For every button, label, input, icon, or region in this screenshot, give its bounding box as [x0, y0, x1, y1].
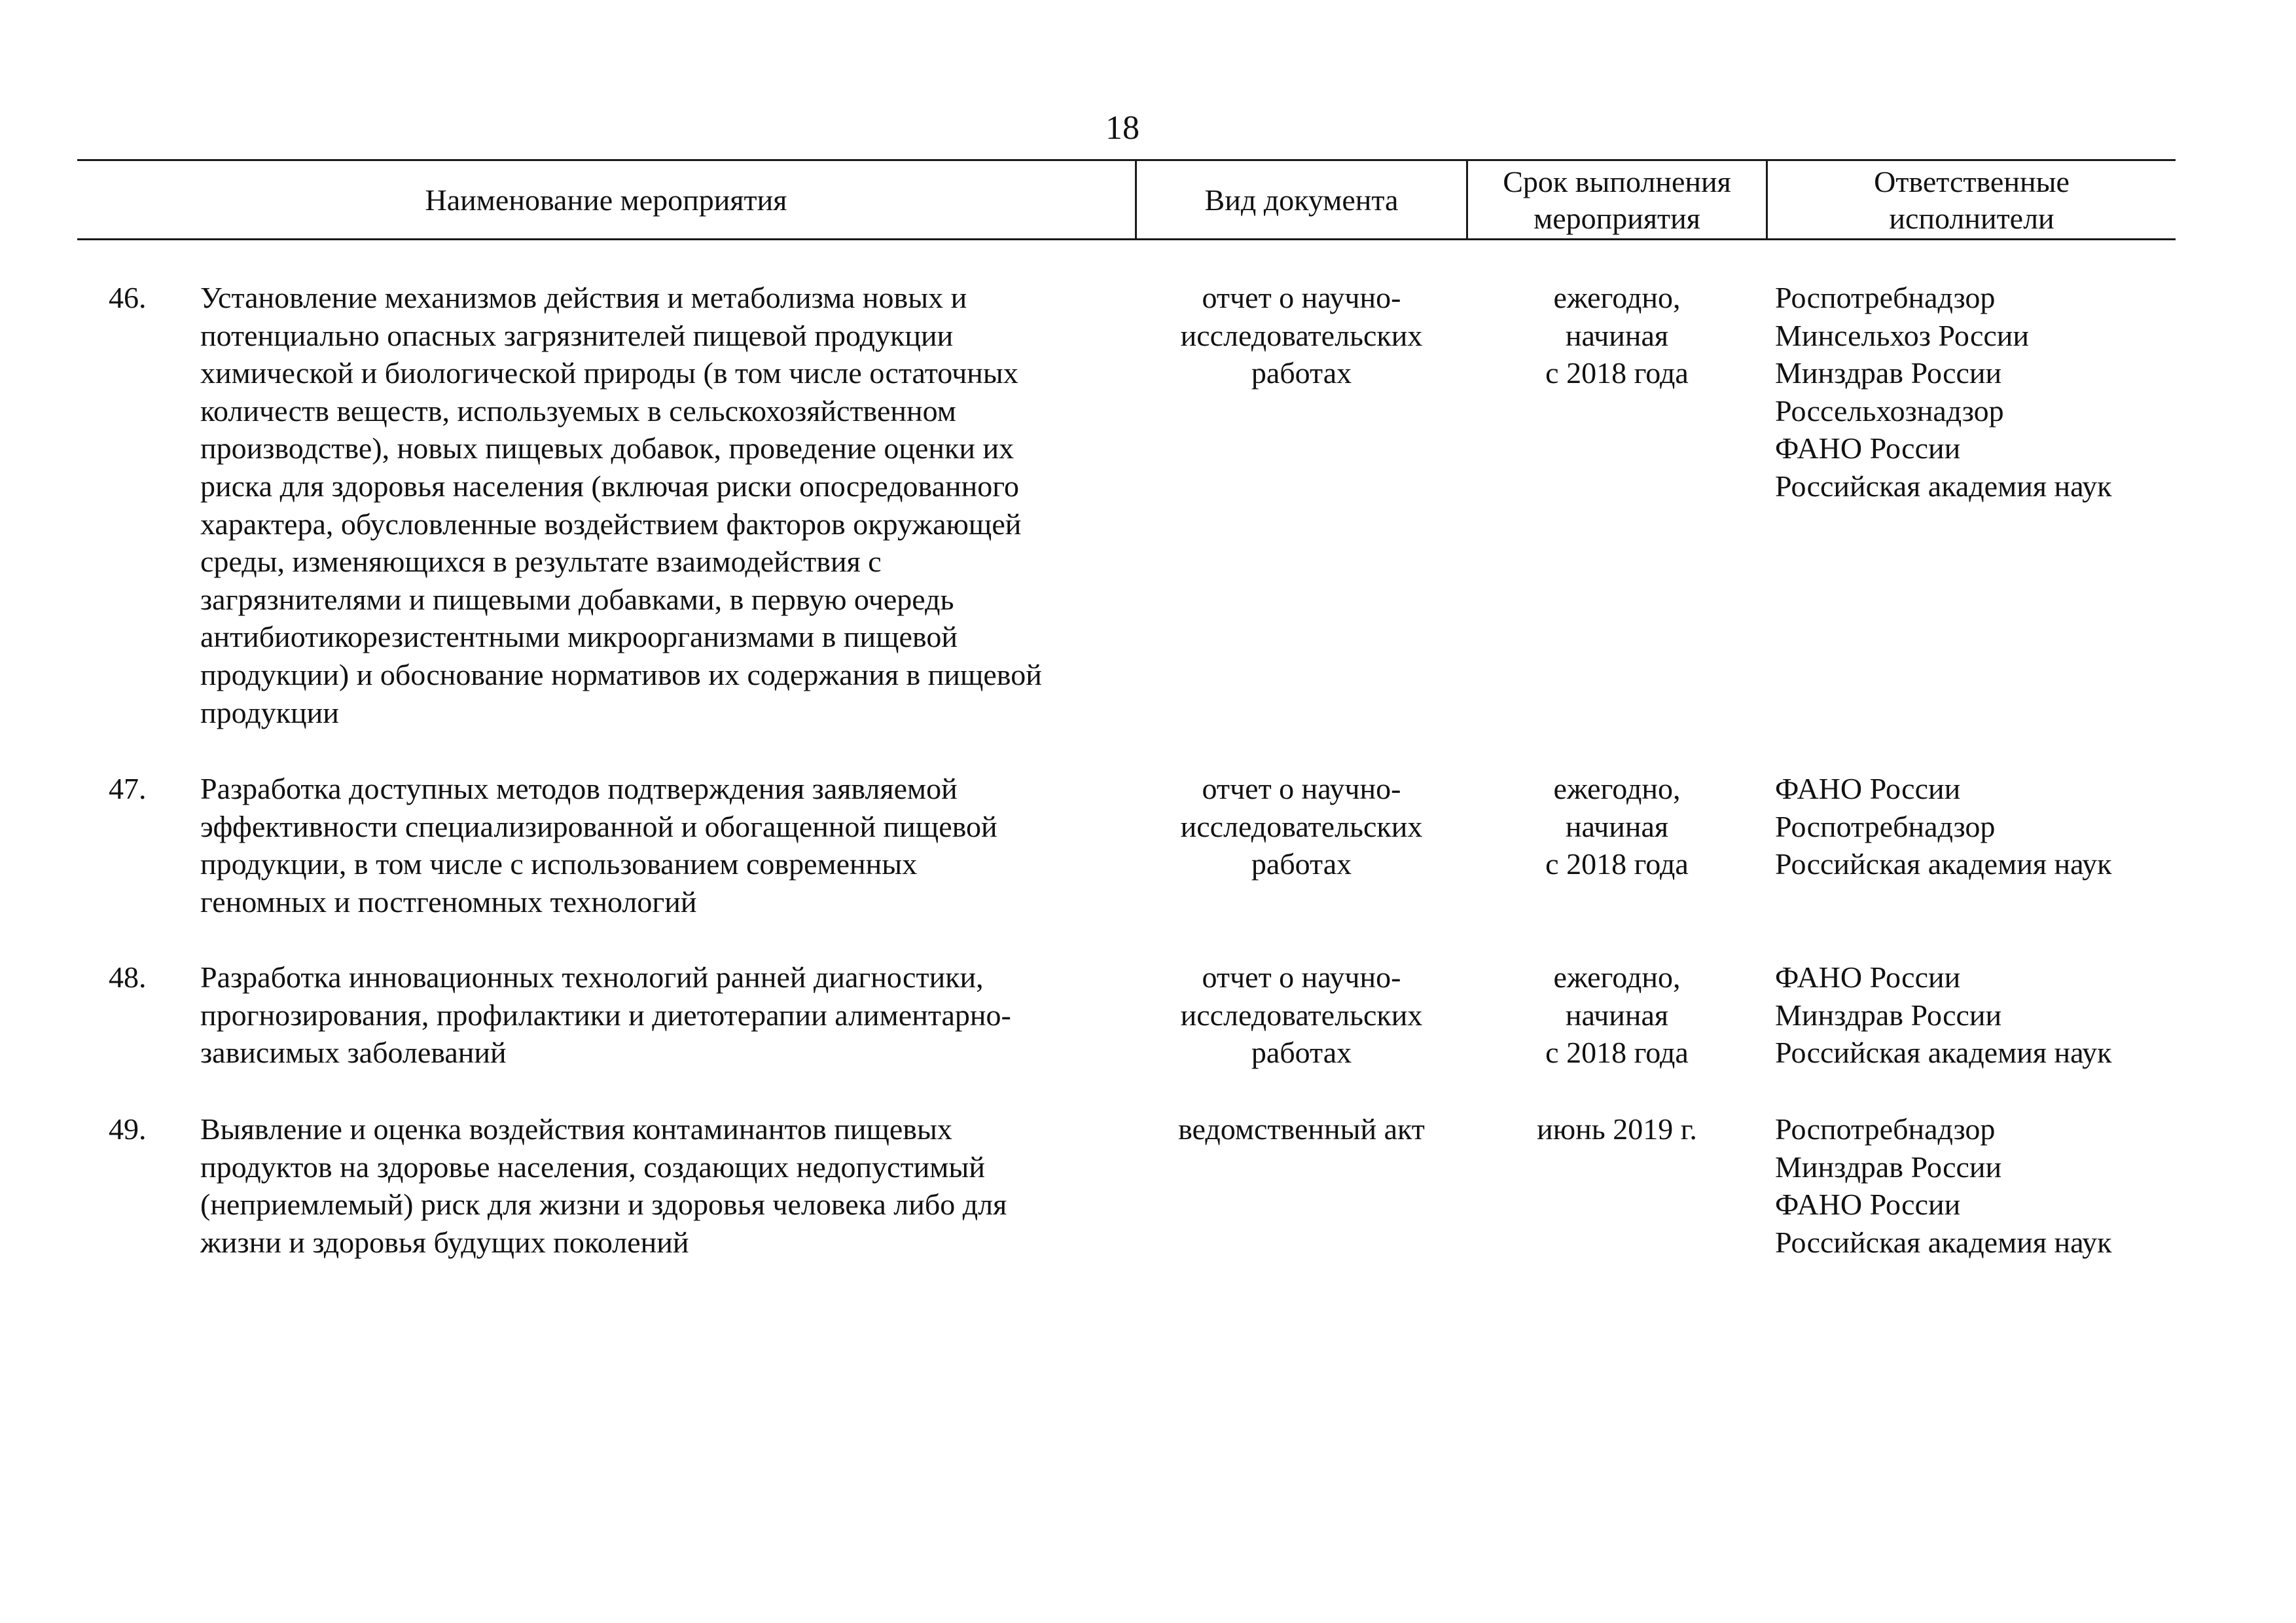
- row-name-line: потенциально опасных загрязнителей пищевой продукции: [200, 318, 954, 352]
- row-doc-type: [1137, 1110, 1466, 1148]
- responsible-entry: Роспотребнадзор: [1775, 281, 1996, 314]
- row-name-line: количеств веществ, используемых в сельскохозяйственном: [200, 393, 956, 428]
- row-name: [200, 770, 1221, 921]
- responsible-entry: ФАНО России: [1775, 960, 1961, 994]
- row-term-line: с 2018 года: [1545, 356, 1689, 390]
- row-term-line: начиная: [1565, 318, 1669, 352]
- header-responsible: Ответственные исполнители: [1874, 165, 2070, 235]
- row-term-line: с 2018 года: [1545, 1036, 1689, 1070]
- responsible-entry: Роспотребнадзор: [1775, 809, 1996, 843]
- row-name-line: производстве), новых пищевых добавок, проведение оценки их: [200, 431, 1014, 465]
- row-name-line: зависимых заболеваний: [200, 1036, 507, 1070]
- row-term-line: начиная: [1565, 809, 1669, 843]
- row-number: 46.: [109, 281, 147, 314]
- row-doc-line: работах: [1251, 1036, 1352, 1070]
- row-term: [1468, 279, 1766, 392]
- row-name-line: продукции) и обоснование нормативов их содержания в пищевой: [200, 657, 1042, 691]
- row-name-line: химической и биологической природы (в том числе остаточных: [200, 356, 1018, 390]
- page-number: 18: [1105, 109, 1139, 147]
- row-term-line: начиная: [1565, 998, 1669, 1032]
- row-doc-line: отчет о научно-: [1202, 960, 1401, 994]
- table-header-top-rule: [77, 159, 2176, 161]
- responsible-entry: Российская академия наук: [1775, 847, 2112, 881]
- row-doc-line: исследовательских: [1180, 318, 1423, 352]
- row-term-line: ежегодно,: [1553, 772, 1681, 805]
- header-term: Срок выполнения мероприятия: [1503, 165, 1731, 235]
- row-responsible: [1775, 770, 2194, 883]
- responsible-entry: Российская академия наук: [1775, 1036, 2112, 1070]
- row-name-line: продуктов на здоровье населения, создающих недопустимый: [200, 1150, 985, 1184]
- responsible-entry: Минздрав России: [1775, 356, 2002, 390]
- row-name-line: геномных и постгеномных технологий: [200, 884, 697, 919]
- row-doc-line: ведомственный акт: [1178, 1112, 1425, 1146]
- responsible-entry: ФАНО России: [1775, 1188, 1961, 1222]
- row-name: [200, 279, 1221, 731]
- row-term: [1468, 958, 1766, 1072]
- row-term-line: июнь 2019 г.: [1537, 1112, 1697, 1146]
- responsible-entry: ФАНО России: [1775, 772, 1961, 805]
- row-name-line: продукции: [200, 695, 339, 729]
- row-name-line: риска для здоровья населения (включая риски опосредованного: [200, 469, 1019, 503]
- row-name-line: эффективности специализированной и обогащенной пищевой: [200, 809, 997, 843]
- row-number: 49.: [109, 1112, 147, 1146]
- row-responsible: [1775, 279, 2194, 505]
- row-name-line: характера, обусловленные воздействием факторов окружающей: [200, 507, 1022, 541]
- responsible-entry: Российская академия наук: [1775, 1225, 2112, 1259]
- row-doc-line: работах: [1251, 356, 1352, 390]
- row-name: [200, 1110, 1221, 1261]
- row-name-line: жизни и здоровья будущих поколений: [200, 1225, 689, 1259]
- row-doc-type: [1137, 279, 1466, 392]
- responsible-entry: Россельхознадзор: [1775, 393, 2004, 428]
- row-term: [1468, 770, 1766, 883]
- row-doc-line: отчет о научно-: [1202, 772, 1401, 805]
- row-name-line: Разработка доступных методов подтверждения заявляемой: [200, 772, 958, 805]
- table-header-bottom-rule: [77, 238, 2176, 240]
- row-number: 48.: [109, 960, 147, 994]
- row-term-line: ежегодно,: [1553, 281, 1681, 314]
- row-term: [1468, 1110, 1766, 1148]
- row-name-line: продукции, в том числе с использованием современных: [200, 847, 918, 881]
- responsible-entry: Минздрав России: [1775, 1150, 2002, 1184]
- row-responsible: [1775, 958, 2194, 1072]
- row-term-line: с 2018 года: [1545, 847, 1689, 881]
- responsible-entry: Российская академия наук: [1775, 469, 2112, 503]
- row-doc-type: [1137, 958, 1466, 1072]
- row-name-line: Установление механизмов действия и метаболизма новых и: [200, 281, 967, 314]
- header-doc-type: Вид документа: [1204, 183, 1399, 217]
- responsible-entry: Минздрав России: [1775, 998, 2002, 1032]
- row-name-line: антибиотикорезистентными микроорганизмами в пищевой: [200, 620, 958, 654]
- row-doc-line: исследовательских: [1180, 998, 1423, 1032]
- row-name-line: Выявление и оценка воздействия контаминантов пищевых: [200, 1112, 952, 1146]
- row-name-line: прогнозирования, профилактики и диетотерапии алиментарно-: [200, 998, 1011, 1032]
- row-name-line: среды, изменяющихся в результате взаимодействия с: [200, 545, 882, 579]
- row-doc-line: работах: [1251, 847, 1352, 881]
- row-name-line: Разработка инновационных технологий ранней диагностики,: [200, 960, 984, 994]
- row-number: 47.: [109, 772, 147, 805]
- row-doc-line: отчет о научно-: [1202, 281, 1401, 314]
- responsible-entry: ФАНО России: [1775, 431, 1961, 465]
- responsible-entry: Минсельхоз России: [1775, 318, 2030, 352]
- responsible-entry: Роспотребнадзор: [1775, 1112, 1996, 1146]
- row-doc-line: исследовательских: [1180, 809, 1423, 843]
- header-name: Наименование мероприятия: [425, 183, 787, 217]
- row-doc-type: [1137, 770, 1466, 883]
- row-name: [200, 958, 1221, 1072]
- row-name-line: (неприемлемый) риск для жизни и здоровья человека либо для: [200, 1188, 1007, 1222]
- row-name-line: загрязнителями и пищевыми добавками, в первую очередь: [200, 582, 954, 616]
- row-term-line: ежегодно,: [1553, 960, 1681, 994]
- row-responsible: [1775, 1110, 2194, 1261]
